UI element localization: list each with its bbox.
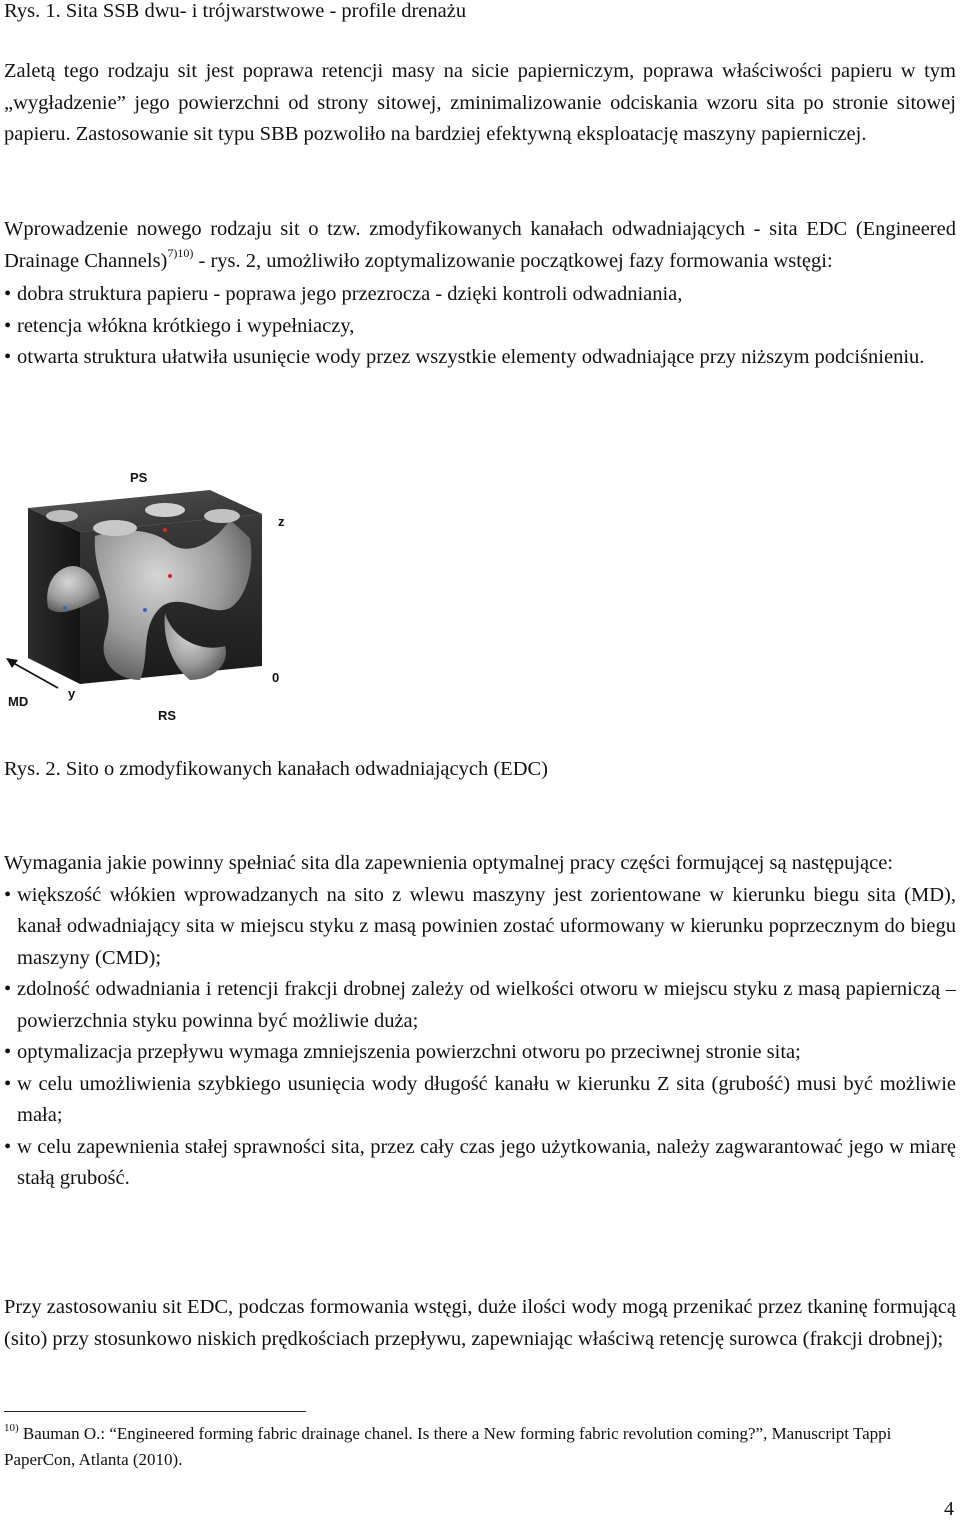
label-zero: 0 xyxy=(272,670,280,685)
footnote-mark: 10) xyxy=(4,1422,19,1434)
list-item: • optymalizacja przepływu wymaga zmniejszenia powierzchni otworu po przeciwnej stronie sita; xyxy=(4,1037,956,1069)
list-item: • większość włókien wprowadzanych na sito z wlewu maszyny jest zorientowane w kierunku biegu sita (MD), kanał odwadniający sita w miejscu styku z masą powinien zostać uformowany w kierunku poprzecznym do biegu maszyny (CMD); xyxy=(4,880,956,975)
paragraph-edc-text-b: - rys. 2, umożliwiło zoptymalizowanie początkowej fazy formowania wstęgi: xyxy=(193,249,833,272)
footnote-divider xyxy=(4,1411,306,1412)
section-edc-intro xyxy=(4,214,956,374)
reference-superscript: 7)10) xyxy=(167,245,194,260)
page-number: 4 xyxy=(944,1498,954,1520)
section-requirements xyxy=(4,848,956,1195)
list-item: • w celu umożliwienia szybkiego usunięcia wody długość kanału w kierunku Z sita (grubość) musi być możliwie mała; xyxy=(4,1069,956,1132)
label-md: MD xyxy=(8,694,29,709)
label-z: z xyxy=(278,514,285,529)
paragraph-edc-text-a: Wprowadzenie nowego rodzaju sit o tzw. zmodyfikowanych kanałach odwadniających - sita EDC (Engineered Drainage Channels) xyxy=(4,218,956,272)
footnote xyxy=(4,1422,956,1472)
figure-1-caption: Rys. 1. Sita SSB dwu- i trójwarstwowe - profile drenażu xyxy=(4,0,467,22)
paragraph-ssb-advantages: Zaletą tego rodzaju sit jest poprawa retencji masy na sicie papierniczym, poprawa właściwości papieru w tym „wygładzenie” jego powierzchni od strony sitowej, zminimalizowanie odciskania wzoru sita po stronie sitowej papieru. Zastosowanie sit typu SBB pozwoliło na bardziej efektywną eksploatację maszyny papierniczej. xyxy=(4,60,956,145)
paragraph-requirements-intro: Wymagania jakie powinny spełniać sita dla zapewnienia optymalnej pracy części formującej są następujące: xyxy=(4,852,894,874)
list-item: • dobra struktura papieru - poprawa jego przezrocza - dzięki kontroli odwadniania, xyxy=(4,279,956,311)
edc-3d-structure-image xyxy=(0,458,310,730)
list-item: • retencja włókna krótkiego i wypełniaczy, xyxy=(4,311,956,343)
list-item: • w celu zapewnienia stałej sprawności sita, przez cały czas jego użytkowania, należy zagwarantować jego w miarę stałą grubość. xyxy=(4,1132,956,1195)
list-item: • zdolność odwadniania i retencji frakcji drobnej zależy od wielkości otworu w miejscu styku z masą papierniczą – powierzchnia styku powinna być możliwie duża; xyxy=(4,974,956,1037)
paragraph-edc-introduction xyxy=(4,214,956,279)
label-rs: RS xyxy=(158,708,177,723)
list-item: • otwarta struktura ułatwiła usunięcie wody przez wszystkie elementy odwadniające przy niższym podciśnieniu. xyxy=(4,342,956,374)
label-y: y xyxy=(68,686,76,701)
figure-edc-structure xyxy=(0,458,310,730)
structure-block xyxy=(28,490,262,684)
label-ps: PS xyxy=(130,470,148,485)
footnote-text: Bauman O.: “Engineered forming fabric drainage chanel. Is there a New forming fabric revolution coming?”, Manuscript Tappi PaperCon, Atlanta (2010). xyxy=(4,1424,892,1469)
paragraph-edc-application: Przy zastosowaniu sit EDC, podczas formowania wstęgi, duże ilości wody mogą przenikać przez tkaninę formującą (sito) przy stosunkowo niskich prędkościach przepływu, zapewniając właściwą retencję surowca (frakcji drobnej); xyxy=(4,1296,956,1350)
figure-2-caption: Rys. 2. Sito o zmodyfikowanych kanałach odwadniających (EDC) xyxy=(4,758,549,780)
edc-benefits-list xyxy=(4,279,956,374)
requirements-list xyxy=(4,880,956,1195)
